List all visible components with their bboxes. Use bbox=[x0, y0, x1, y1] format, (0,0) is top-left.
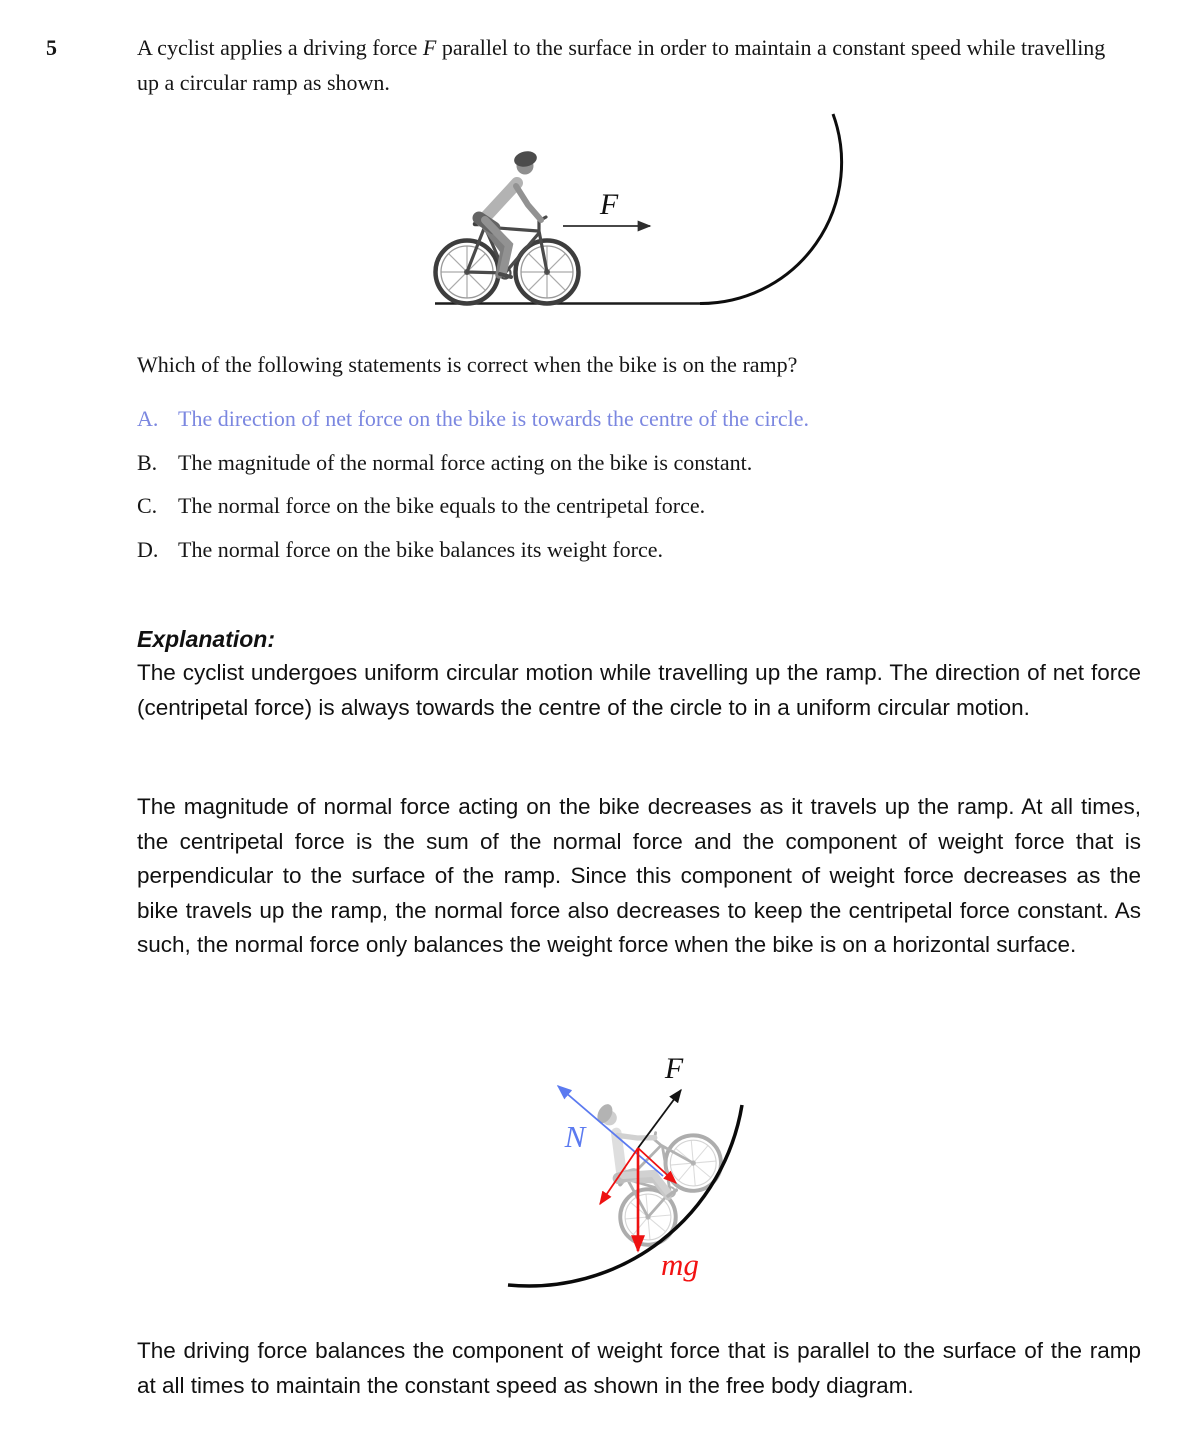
option-b-label: B. bbox=[137, 450, 158, 475]
option-a-label: A. bbox=[137, 406, 159, 431]
free-body-diagram bbox=[478, 1032, 790, 1337]
option-c-label: C. bbox=[137, 493, 158, 518]
option-row-c bbox=[137, 491, 1137, 520]
cyclist-illustration bbox=[436, 149, 579, 303]
driving-force-arrow bbox=[638, 1090, 681, 1148]
question-text bbox=[137, 30, 1117, 100]
option-d-text: The normal force on the bike balances its weight force. bbox=[178, 537, 664, 562]
option-c-text: The normal force on the bike equals to the centripetal force. bbox=[178, 493, 706, 518]
explanation-paragraph-1: The cyclist undergoes uniform circular motion while travelling up the ramp. The direction of net force (centripetal force) is always towards the centre of the circle to in a uniform circular motion. bbox=[137, 660, 1141, 720]
option-row-d bbox=[137, 535, 1137, 564]
explanation-paragraph-3: The driving force balances the component of weight force that is parallel to the surface of the ramp at all times to maintain the constant speed as shown in the free body diagram. bbox=[137, 1338, 1141, 1398]
ramp-curve bbox=[700, 114, 842, 304]
option-row-a bbox=[137, 404, 1137, 433]
normal-force-label: N bbox=[564, 1119, 586, 1154]
driving-force-label: F bbox=[599, 188, 619, 221]
weight-force-label: mg bbox=[661, 1247, 699, 1282]
option-a-text: The direction of net force on the bike is towards the centre of the circle. bbox=[178, 406, 810, 431]
question-prompt: Which of the following statements is correct when the bike is on the ramp? bbox=[137, 352, 798, 377]
question-text-after: parallel to the surface in order to maintain a constant speed while travelling up a circular ramp as shown. bbox=[137, 35, 1106, 95]
question-text-before: A cyclist applies a driving force bbox=[137, 35, 423, 60]
explanation-paragraph-2: The magnitude of normal force acting on the bike decreases as it travels up the ramp. At all times, the centripetal force is the sum of the normal force and the component of weight force that is perpendicular to the surface of the ramp. Since this component of weight force decreases as the bike travels up the ramp, the normal force also decreases to keep the centripetal force constant. As such, the normal force only balances the weight force when the bike is on a horizontal surface. bbox=[137, 794, 1141, 957]
fbd-ramp-curve bbox=[508, 1105, 742, 1286]
explanation-heading: Explanation: bbox=[137, 626, 276, 652]
option-b-text: The magnitude of the normal force acting on the bike is constant. bbox=[178, 450, 753, 475]
option-row-b bbox=[137, 448, 1137, 477]
ramp-diagram bbox=[408, 104, 858, 324]
option-d-label: D. bbox=[137, 537, 159, 562]
force-symbol-inline: F bbox=[422, 35, 437, 60]
driving-force-label: F bbox=[664, 1052, 684, 1085]
question-number: 5 bbox=[46, 35, 57, 60]
